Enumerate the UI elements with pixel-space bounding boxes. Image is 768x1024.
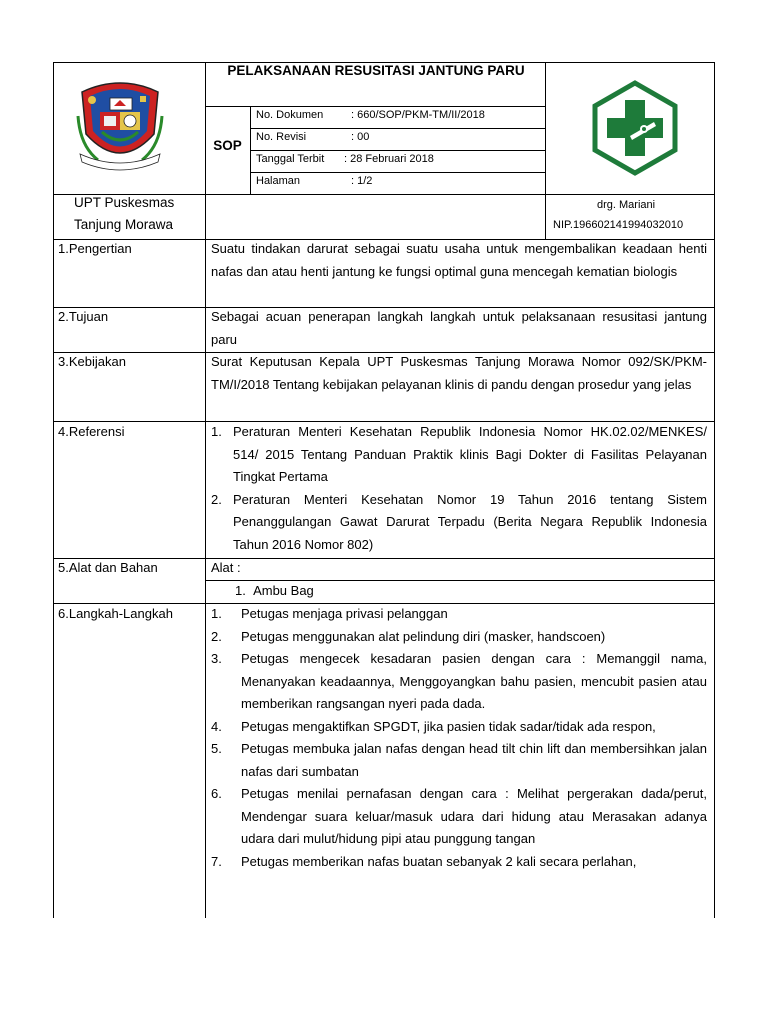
unit-name-line2: Tanjung Morawa (74, 217, 174, 232)
list-number: 3. (211, 651, 222, 666)
unit-name-line1: UPT Puskesmas (74, 195, 175, 210)
list-number: 7. (211, 853, 222, 869)
langkah-item-4: Petugas mengaktifkan SPGDT, jika pasien tidak sadar/tidak ada respon, (241, 718, 656, 734)
section-label-alat: 5.Alat dan Bahan (58, 560, 158, 575)
langkah-item-5: Petugas membuka jalan nafas dengan head tilt chin lift dan membersihkan jalan nafas dari sumbatan (241, 741, 707, 779)
langkah-list (211, 603, 707, 873)
list-item (211, 489, 707, 557)
list-item (211, 648, 707, 716)
langkah-item-7: Petugas memberikan nafas buatan sebanyak 2 kali secara perlahan, (241, 853, 637, 869)
list-item (211, 716, 707, 739)
section-text-tujuan: Sebagai acuan penerapan langkah langkah untuk pelaksanaan resusitasi jantung paru (211, 309, 707, 347)
list-number: 2. (211, 628, 222, 644)
list-number: 5. (211, 741, 222, 756)
list-number: 6. (211, 786, 222, 801)
list-item (211, 603, 707, 626)
langkah-item-6: Petugas menilai pernafasan dengan cara : Melihat pergerakan dada/perut, Mendengar suara keluar/masuk udara dari hidung atau Merasakan adanya udara dari mulut/hidung pipi atau punggung tangan (241, 786, 707, 846)
meta-no-revisi-value: : 00 (351, 131, 370, 143)
alat-item-1: 1. Ambu Bag (235, 583, 314, 598)
langkah-item-3: Petugas mengecek kesadaran pasien dengan cara : Memanggil nama, Menanyakan keadaannya, Menggoyangkan bahu pasien, mencubit pasien atau memberikan rangsangan nyeri pada dada. (241, 651, 707, 711)
meta-no-dokumen-label: No. Dokumen (256, 109, 324, 121)
section-label-pengertian: 1.Pengertian (58, 241, 132, 256)
list-item (211, 851, 707, 874)
meta-no-revisi-label: No. Revisi (256, 131, 307, 143)
section-label-referensi: 4.Referensi (58, 424, 125, 439)
list-number: 4. (211, 718, 222, 734)
list-item (211, 738, 707, 783)
meta-halaman-label: Halaman (256, 175, 301, 187)
signer-nip: NIP.196602141994032010 (553, 219, 684, 231)
list-item (211, 783, 707, 851)
list-item (211, 626, 707, 649)
document-title: PELAKSANAAN RESUSITASI JANTUNG PARU (227, 63, 525, 78)
list-number: 1. (235, 583, 246, 598)
section-text-pengertian: Suatu tindakan darurat sebagai suatu usaha untuk mengembalikan keadaan henti nafas dan atau henti jantung ke fungsi optimal guna mencegah kematian biologis (211, 241, 707, 279)
alat-heading: Alat : (211, 560, 241, 575)
list-number: 1. (211, 606, 222, 621)
list-item (211, 421, 707, 489)
langkah-item-1: Petugas menjaga privasi pelanggan (241, 606, 448, 621)
referensi-item-1: Peraturan Menteri Kesehatan Republik Indonesia Nomor HK.02.02/MENKES/ 514/ 2015 Tentang Panduan Praktik klinis Bagi Dokter di Fasilitas Pelayanan Tingkat Pertama (233, 424, 707, 484)
referensi-list (211, 421, 707, 556)
meta-tanggal-label: Tanggal Terbit (256, 153, 325, 165)
referensi-item-2: Peraturan Menteri Kesehatan Nomor 19 Tahun 2016 tentang Sistem Penanggulangan Gawat Darurat Terpadu (Berita Negara Republik Indonesia Tahun 2016 Nomor 802) (233, 491, 707, 552)
list-number: 1. (211, 424, 222, 439)
section-text-kebijakan: Surat Keputusan Kepala UPT Puskesmas Tanjung Morawa Nomor 092/SK/PKM-TM/I/2018 Tentang kebijakan pelayanan klinis di pandu dengan prosedur yang jelas (211, 354, 707, 392)
signer-name: drg. Mariani (597, 199, 656, 211)
section-label-tujuan: 2.Tujuan (58, 309, 109, 324)
sop-label: SOP (213, 138, 242, 153)
list-number: 2. (211, 491, 222, 507)
section-label-kebijakan: 3.Kebijakan (58, 354, 126, 369)
meta-halaman-value: : 1/2 (351, 175, 373, 187)
meta-no-dokumen-value: : 660/SOP/PKM-TM/II/2018 (351, 109, 485, 121)
meta-tanggal-value: : 28 Februari 2018 (344, 153, 434, 165)
section-label-langkah: 6.Langkah-Langkah (58, 606, 173, 621)
puskesmas-logo (590, 80, 680, 176)
regency-logo (74, 76, 166, 176)
langkah-item-2: Petugas menggunakan alat pelindung diri (masker, handscoen) (241, 628, 606, 644)
